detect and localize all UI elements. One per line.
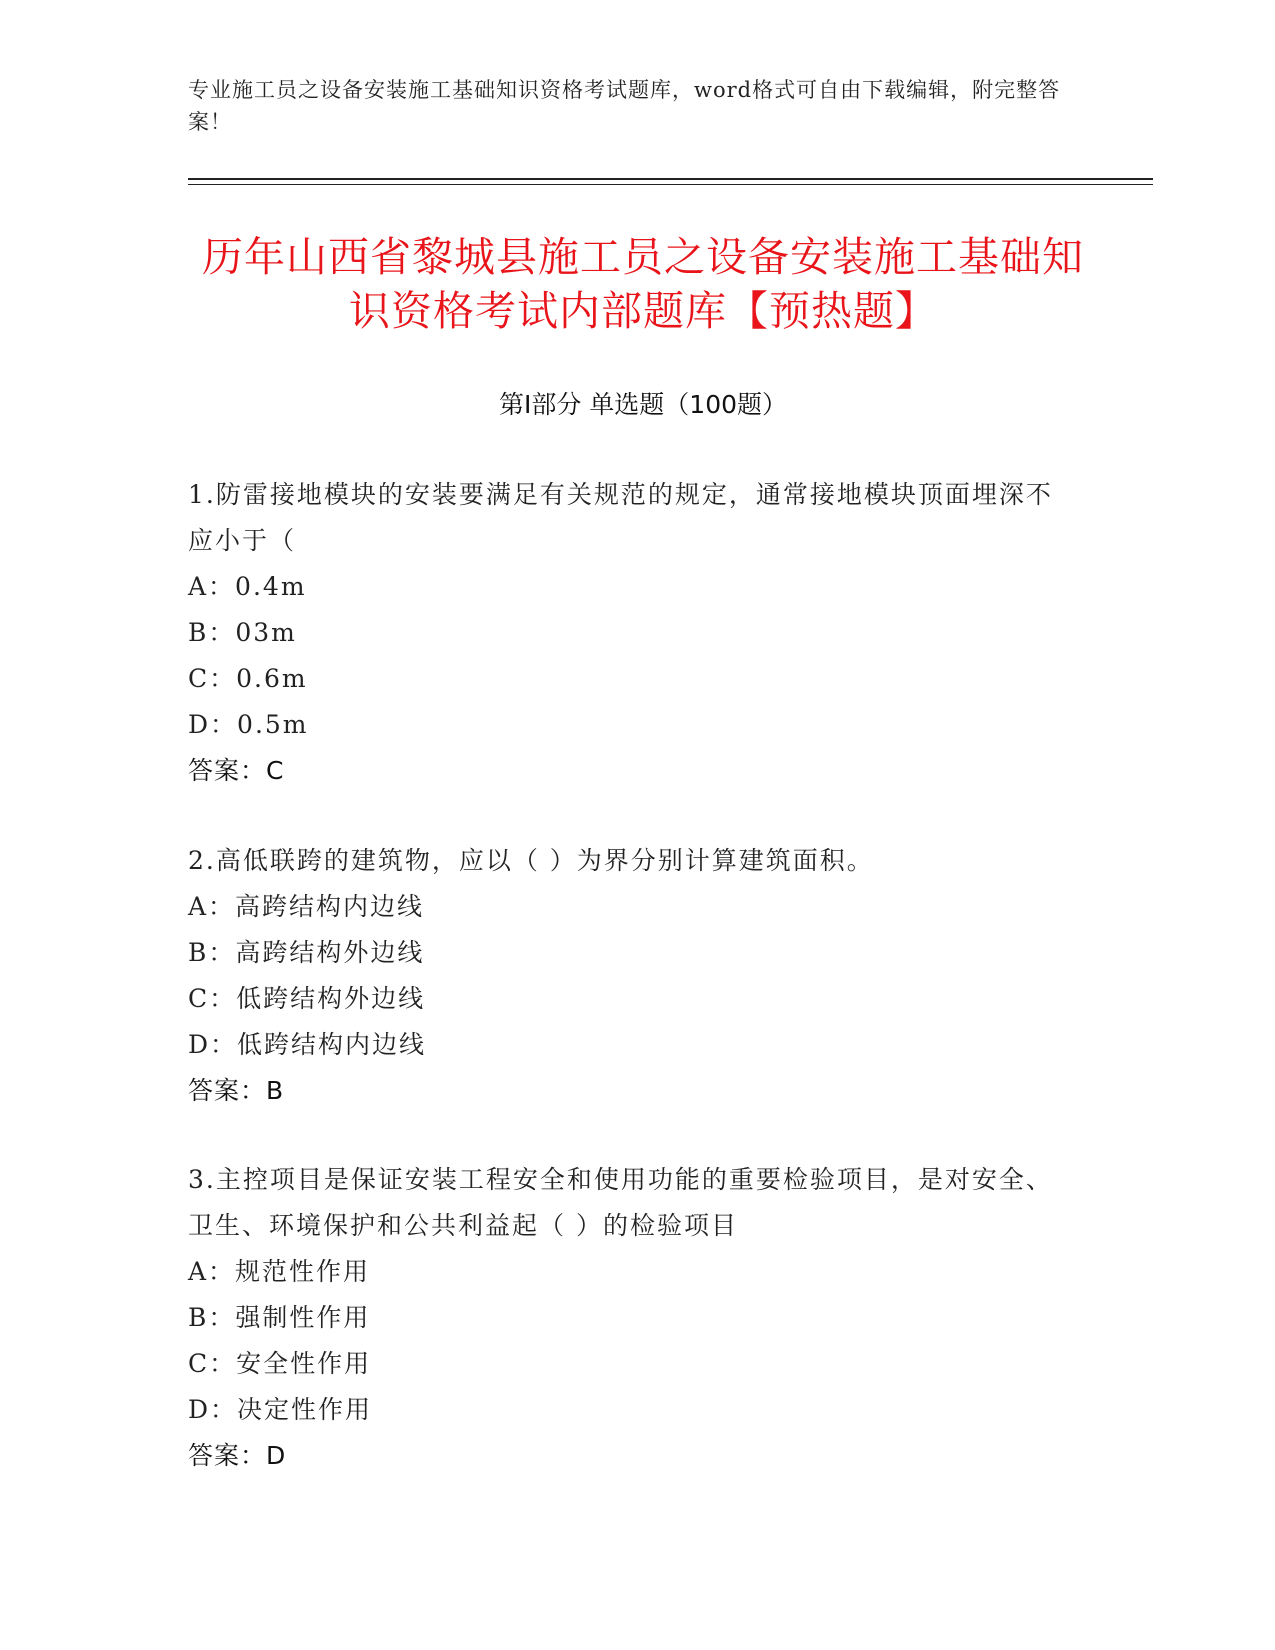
header-rule-thin xyxy=(188,184,1153,185)
answer-line: 答案：B xyxy=(188,1076,285,1105)
question-stem: 1.防雷接地模块的安装要满足有关规范的规定，通常接地模块顶面埋深不应小于（ xyxy=(188,480,1053,555)
header-note: 专业施工员之设备安装施工基础知识资格考试题库，word格式可自由下载编辑，附完整答案！ xyxy=(188,78,1061,134)
option-a: A：规范性作用 xyxy=(188,1257,371,1286)
answer-line: 答案：C xyxy=(188,756,285,785)
option-a: A：0.4m xyxy=(188,572,307,601)
option-d: D：低跨结构内边线 xyxy=(188,1030,427,1059)
section-heading: 第Ⅰ部分 单选题（100题） xyxy=(498,390,788,419)
option-d: D：决定性作用 xyxy=(188,1395,373,1424)
option-b: B：强制性作用 xyxy=(188,1303,371,1332)
option-a: A：高跨结构内边线 xyxy=(188,892,425,921)
question-stem: 2.高低联跨的建筑物，应以（ ）为界分别计算建筑面积。 xyxy=(188,846,874,875)
question-2 xyxy=(188,838,1068,1114)
option-d: D：0.5m xyxy=(188,710,309,739)
option-c: C：0.6m xyxy=(188,664,308,693)
option-b: B：高跨结构外边线 xyxy=(188,938,425,967)
question-stem: 3.主控项目是保证安装工程安全和使用功能的重要检验项目，是对安全、卫生、环境保护和公共利益起（ ）的检验项目 xyxy=(188,1165,1053,1240)
question-1 xyxy=(188,472,1068,794)
answer-line: 答案：D xyxy=(188,1441,287,1470)
option-b: B：03m xyxy=(188,618,297,647)
header-rule-thick xyxy=(188,178,1153,180)
option-c: C：低跨结构外边线 xyxy=(188,984,426,1013)
document-title: 历年山西省黎城县施工员之设备安装施工基础知识资格考试内部题库【预热题】 xyxy=(202,233,1084,335)
question-3 xyxy=(188,1157,1068,1479)
option-c: C：安全性作用 xyxy=(188,1349,372,1378)
